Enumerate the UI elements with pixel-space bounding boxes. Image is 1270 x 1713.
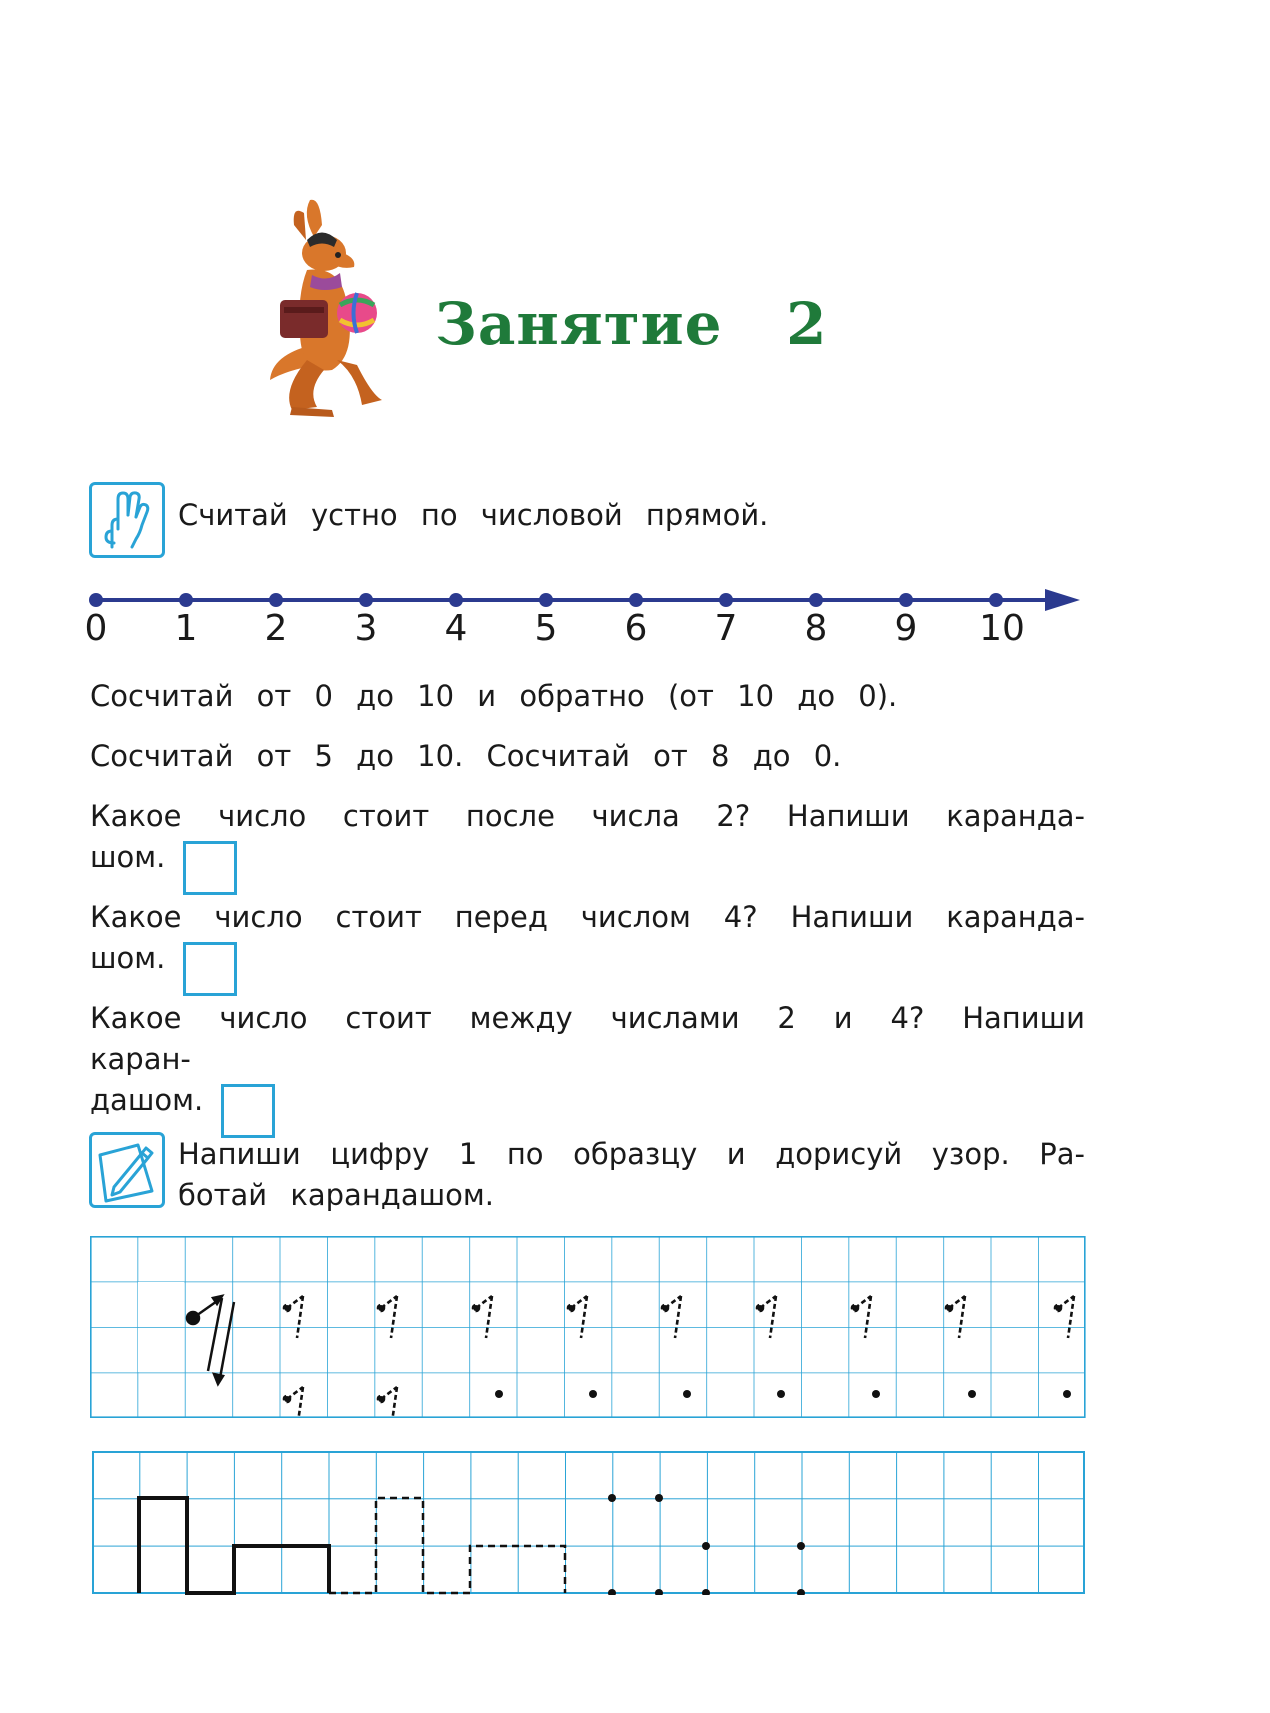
question-before-4 xyxy=(90,897,1085,996)
number-label: 9 xyxy=(894,608,918,649)
lesson-title xyxy=(435,290,828,358)
task2-instruction xyxy=(178,1134,1085,1216)
number-label: 8 xyxy=(804,608,828,649)
number-label: 0 xyxy=(84,608,108,649)
lesson-title-word: Занятие xyxy=(435,290,723,358)
question-text: Какое число стоит перед числом 4? Напиши каранда- xyxy=(90,900,1085,934)
answer-box[interactable] xyxy=(183,841,237,895)
number-label: 5 xyxy=(534,608,558,649)
task1-instruction: Считай устно по числовой прямой. xyxy=(178,498,769,532)
number-label: 10 xyxy=(979,608,1025,649)
task2-instruction-line: ботай карандашом. xyxy=(178,1178,494,1212)
number-label: 6 xyxy=(624,608,648,649)
lesson-number: 2 xyxy=(786,290,828,358)
count-line-2: Сосчитай от 5 до 10. Сосчитай от 8 до 0. xyxy=(90,739,842,773)
pencil-writing-icon xyxy=(89,1132,165,1208)
question-after-2 xyxy=(90,796,1085,895)
number-label: 3 xyxy=(354,608,378,649)
task2-instruction-line: Напиши цифру 1 по образцу и дорисуй узор. Ра- xyxy=(178,1137,1085,1171)
number-label: 7 xyxy=(714,608,738,649)
question-text-end: шом. xyxy=(90,840,166,874)
answer-box[interactable] xyxy=(183,942,237,996)
question-text-end: шом. xyxy=(90,941,166,975)
count-line-1: Сосчитай от 0 до 10 и обратно (от 10 до 0). xyxy=(90,679,898,713)
number-label: 1 xyxy=(174,608,198,649)
counting-hand-icon xyxy=(89,482,165,558)
number-line xyxy=(80,585,1090,615)
question-between-2-4 xyxy=(90,998,1085,1138)
question-text: Какое число стоит между числами 2 и 4? Напиши каран- xyxy=(90,1001,1085,1076)
pattern-grid[interactable] xyxy=(92,1451,1086,1595)
question-text-end: дашом. xyxy=(90,1083,204,1117)
digit-writing-grid[interactable] xyxy=(90,1236,1086,1418)
question-text: Какое число стоит после числа 2? Напиши каранда- xyxy=(90,799,1085,833)
kangaroo-mascot xyxy=(262,195,412,425)
number-label: 4 xyxy=(444,608,468,649)
answer-box[interactable] xyxy=(221,1084,275,1138)
number-label: 2 xyxy=(264,608,288,649)
